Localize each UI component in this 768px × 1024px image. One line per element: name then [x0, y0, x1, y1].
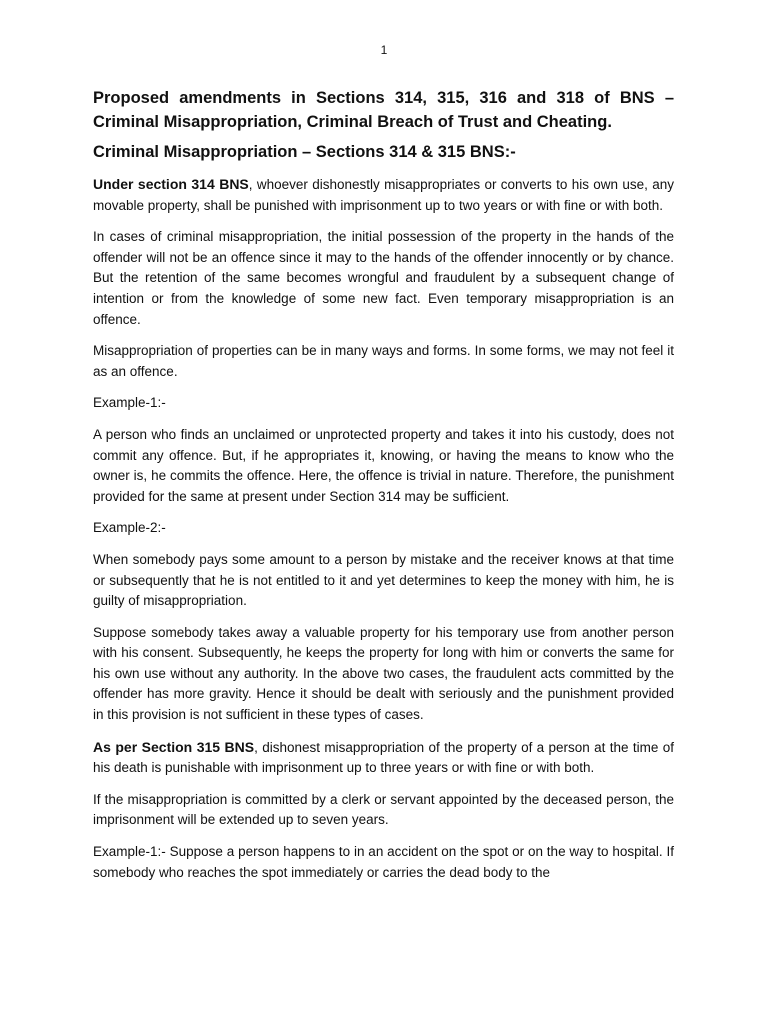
section-314-text: , whoever dishonestly misappropriates or converts to his own use, any movable property, shall be punished with imprisonment up to two years or with fine or with both.	[93, 177, 674, 213]
section-315-text: , dishonest misappropriation of the property of a person at the time of his death is punishable with imprisonment up to three years or with fine or with both.	[93, 739, 674, 776]
paragraph-clerk-servant: If the misappropriation is committed by a clerk or servant appointed by the deceased person, the imprisonment will be extended up to seven years.	[93, 791, 674, 828]
paragraph-section-314	[93, 174, 674, 216]
section-heading: Criminal Misappropriation – Sections 314 & 315 BNS:-	[93, 143, 516, 161]
example-1-label: Example-1:-	[93, 395, 166, 411]
paragraph-example-1: A person who finds an unclaimed or unprotected property and takes it into his custody, does not commit any offence. But, if he appropriates it, knowing, or having the means to know who the owner is, he commits the offence. Here, the offence is trivial in nature. Therefore, the punishment provided for the same at present under Section 314 may be sufficient.	[93, 426, 674, 504]
section-315-lead: As per Section 315 BNS	[93, 738, 255, 755]
document-title: Proposed amendments in Sections 314, 315, 316 and 318 of BNS – Criminal Misappropriation, Criminal Breach of Trust and Cheating.	[93, 89, 674, 131]
paragraph-forms: Misappropriation of properties can be in many ways and forms. In some forms, we may not feel it as an offence.	[93, 343, 674, 379]
paragraph-section-315	[93, 737, 674, 779]
paragraph-example-2: When somebody pays some amount to a person by mistake and the receiver knows at that time or subsequently that he is not entitled to it and yet determines to keep the money with him, he is guilty of misappropriation.	[93, 551, 674, 609]
example-2-label: Example-2:-	[93, 520, 166, 536]
paragraph-possession: In cases of criminal misappropriation, the initial possession of the property in the hands of the offender will not be an offence since it may to the hands of the offender innocently or by chance. But the retention of the same becomes wrongful and fraudulent by a subsequent change of intention or from the knowledge of some new fact. Even temporary misappropriation is an offence.	[93, 229, 674, 327]
document-body	[93, 86, 674, 894]
paragraph-accident-example: Example-1:- Suppose a person happens to in an accident on the spot or on the way to hospital. If somebody who reaches the spot immediately or carries the dead body to the	[93, 844, 674, 880]
section-314-lead: Under section 314 BNS	[93, 176, 249, 192]
page-number: 1	[380, 43, 388, 57]
paragraph-temporary-use: Suppose somebody takes away a valuable property for his temporary use from another person with his consent. Subsequently, he keeps the property for long with him or converts the same for his own use without any authority. In the above two cases, the fraudulent acts committed by the offender has more gravity. Hence it should be dealt with seriously and the punishment provided in this provision is not sufficient in these types of cases.	[93, 624, 674, 723]
